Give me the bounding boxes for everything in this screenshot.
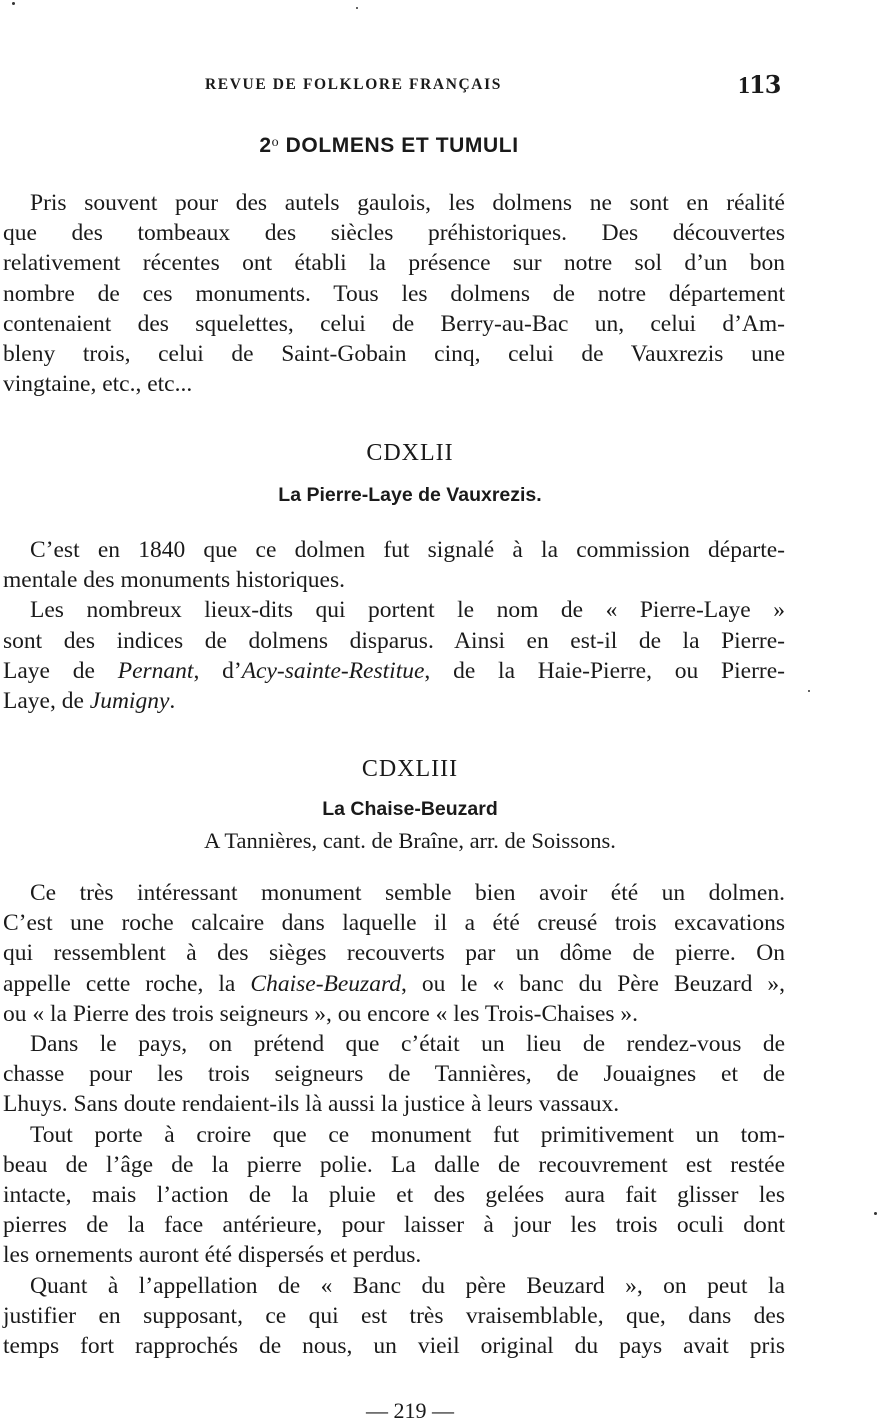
text-line: les ornements auront été dispersés et perdus. (3, 1242, 422, 1269)
text-line: justifier en supposant, ce qui est très vraisemblable, que, dans des (3, 1302, 785, 1329)
page-number-top: 1𝟏𝟑 (738, 73, 781, 99)
scan-speck (874, 1212, 877, 1215)
text-fragment: , d’ (193, 657, 242, 684)
section-number: 2 (259, 134, 272, 157)
text-line: C’est en 1840 que ce dolmen fut signalé à la commission départe- (30, 537, 785, 563)
text-line: bleny trois, celui de Saint-Gobain cinq, celui de Vauxrezis une (3, 341, 785, 368)
text-line: chasse pour les trois seigneurs de Tannières, de Jouaignes et de (3, 1061, 785, 1088)
place-name-acy: Acy-sainte-Restitue (241, 657, 425, 684)
text-line: Pris souvent pour des autels gaulois, les dolmens ne sont en réalité (30, 190, 785, 216)
entry-443-place: A Tannières, cant. de Braîne, arr. de Soissons. (204, 828, 616, 853)
text-line: Ce très intéressant monument semble bien avoir été un dolmen. (30, 880, 785, 906)
text-line: Quant à l’appellation de « Banc du père Beuzard », on peut la (30, 1272, 785, 1299)
text-line: mentale des monuments historiques. (3, 567, 346, 594)
text-line: contenaient des squelettes, celui de Berry-au-Bac un, celui d’Am- (3, 310, 785, 337)
section-title-text: DOLMENS ET TUMULI (285, 134, 519, 157)
text-line (3, 969, 785, 999)
text-line (3, 656, 785, 686)
text-line: qui ressemblent à des sièges recouverts par un dôme de pierre. On (3, 940, 785, 967)
text-line: relativement récentes ont établi la présence sur notre sol d’un bon (3, 250, 785, 277)
text-line: intacte, mais l’action de la pluie et des gelées aura fait glisser les (3, 1182, 785, 1209)
entry-442-paragraph (3, 535, 785, 716)
scan-speck (808, 690, 810, 692)
text-line: beau de l’âge de la pierre polie. La dalle de recouvrement est restée (3, 1151, 785, 1178)
entry-442-numeral: CDXLII (366, 440, 454, 466)
text-fragment: . (169, 688, 176, 715)
text-line: Dans le pays, on prétend que c’était un lieu de rendez-vous de (30, 1031, 785, 1058)
text-fragment: Laye de (3, 657, 118, 684)
text-line: que des tombeaux des siècles préhistoriques. Des découvertes (3, 220, 785, 247)
text-line: Les nombreux lieux-dits qui portent le nom de « Pierre-Laye » (30, 597, 785, 624)
text-line: vingtaine, etc., etc... (3, 371, 193, 398)
section-heading (0, 134, 778, 158)
text-line: sont des indices de dolmens disparus. Ainsi en est-il de la Pierre- (3, 627, 785, 654)
text-line: C’est une roche calcaire dans laquelle il a été creusé trois excavations (3, 910, 785, 937)
text-fragment: , de la Haie-Pierre, ou Pierre- (424, 657, 785, 684)
text-line: Lhuys. Sans doute rendaient-ils là aussi la justice à leurs vassaux. (3, 1091, 620, 1118)
place-name-chaise-beuzard: Chaise-Beuzard (250, 970, 401, 997)
text-fragment: Laye, de (3, 688, 90, 715)
running-head (0, 74, 878, 98)
entry-442-title: La Pierre-Laye de Vauxrezis. (278, 484, 542, 506)
text-line: Tout porte à croire que ce monument fut primitivement un tom- (30, 1121, 785, 1148)
intro-paragraph (3, 188, 785, 399)
entry-443-title: La Chaise-Beuzard (322, 798, 498, 820)
text-line (3, 686, 785, 716)
text-fragment: , ou le « banc du Père Beuzard », (400, 970, 785, 997)
text-line: nombre de ces monuments. Tous les dolmens de notre département (3, 280, 785, 307)
place-name-jumigny: Jumigny (89, 688, 170, 715)
text-line: pierres de la face antérieure, pour laisser à jour les trois oculi dont (3, 1212, 785, 1239)
page-number-footer: — 219 — (366, 1398, 454, 1423)
place-name-pernant: Pernant (117, 657, 194, 684)
entry-443-paragraph (3, 878, 785, 1361)
text-line: temps fort rapprochés de nous, un vieil original du pays avait pris (3, 1333, 785, 1360)
text-line: ou « la Pierre des trois seigneurs », ou encore « les Trois-Chaises ». (3, 1000, 639, 1027)
entry-443-numeral: CDXLIII (361, 756, 459, 782)
scan-speck (12, 2, 15, 5)
running-title: REVUE DE FOLKLORE FRANÇAIS (205, 76, 502, 93)
scan-speck (356, 7, 358, 9)
section-number-sup: o (271, 135, 280, 150)
text-fragment: appelle cette roche, la (3, 970, 251, 997)
